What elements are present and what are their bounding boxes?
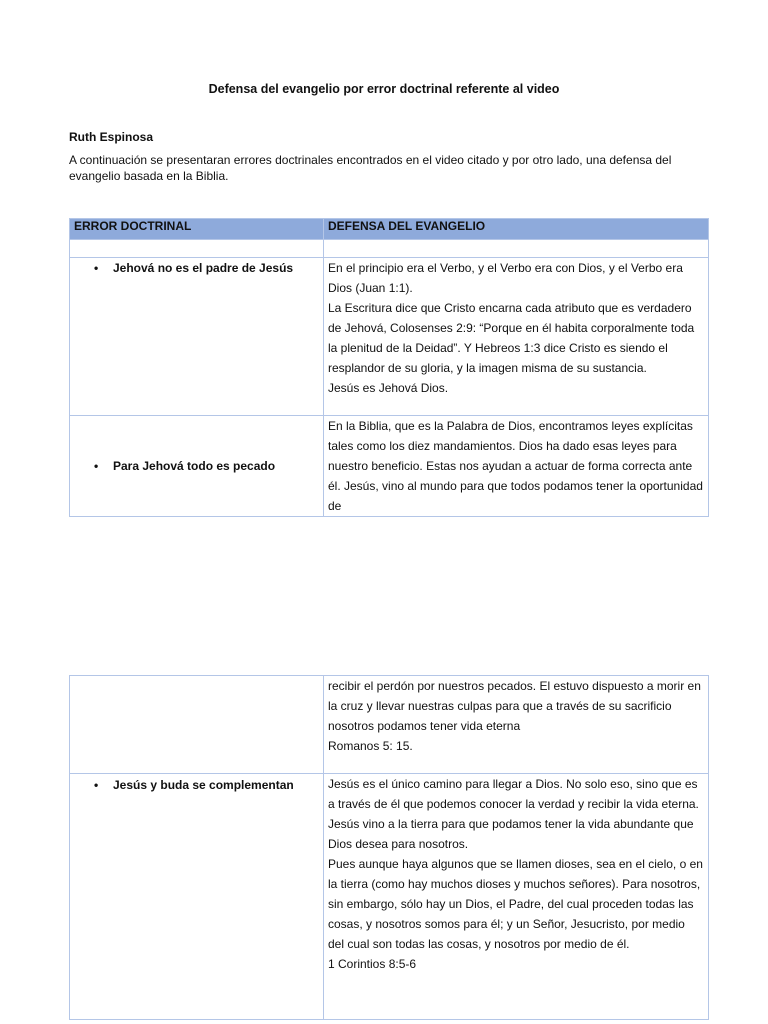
- error-item: [74, 778, 319, 792]
- defense-paragraph: En el principio era el Verbo, y el Verbo era con Dios, y el Verbo era Dios (Juan 1:1).: [328, 261, 683, 295]
- table-row: [70, 676, 709, 774]
- defense-paragraph: En la Biblia, que es la Palabra de Dios, encontramos leyes explícitas tales como los diez mandamientos. Dios ha dado esas leyes para nuestro beneficio. Estas nos ayudan a actuar de forma correcta ante él. Jesús, vino al mundo para que todos podamos tener la oportunidad de: [328, 419, 703, 513]
- header-defense: DEFENSA DEL EVANGELIO: [324, 219, 709, 240]
- defense-paragraph: Jesús es Jehová Dios.: [328, 381, 449, 395]
- bullet-icon: •: [94, 261, 99, 275]
- defense-cell: [324, 774, 709, 1020]
- defense-paragraph: 1 Corintios 8:5-6: [328, 957, 417, 971]
- error-cell: [70, 774, 324, 1020]
- error-cell: [70, 258, 324, 416]
- doctrine-table-page2: [69, 675, 709, 1020]
- defense-paragraph: La Escritura dice que Cristo encarna cada atributo que es verdadero de Jehová, Colosenses 2:9: “Porque en él habita corporalmente toda la plenitud de la Deidad”. Y Hebreos 1:3 dice Cristo es siendo el resplandor de su gloria, y la imagen misma de su sustancia.: [328, 301, 695, 375]
- error-cell: [70, 416, 324, 517]
- defense-paragraph: recibir el perdón por nuestros pecados. El estuvo dispuesto a morir en la cruz y llevar nuestras culpas para que a través de su sacrificio nosotros podamos tener vida eterna: [328, 679, 701, 733]
- table-row: [70, 774, 709, 1020]
- error-text: Jehová no es el padre de Jesús: [113, 261, 294, 275]
- error-item: [74, 459, 319, 473]
- document-title: Defensa del evangelio por error doctrinal referente al video: [208, 82, 560, 96]
- bullet-icon: •: [94, 778, 99, 792]
- defense-cell: [324, 416, 709, 517]
- defense-cell: [324, 258, 709, 416]
- error-text: Jesús y buda se complementan: [113, 778, 294, 792]
- table-header-row: [70, 219, 709, 240]
- defense-cell: [324, 676, 709, 774]
- header-error: ERROR DOCTRINAL: [70, 219, 324, 240]
- table-row: [70, 416, 709, 517]
- table-spacer-row: [70, 240, 709, 258]
- defense-paragraph: Romanos 5: 15.: [328, 739, 413, 753]
- doctrine-table-page1: [69, 218, 709, 517]
- author-name: Ruth Espinosa: [69, 130, 154, 144]
- table-row: [70, 258, 709, 416]
- bullet-icon: •: [94, 459, 99, 473]
- intro-paragraph: A continuación se presentaran errores doctrinales encontrados en el video citado y por otro lado, una defensa del evangelio basada en la Biblia.: [69, 153, 672, 183]
- defense-paragraph: Pues aunque haya algunos que se llamen dioses, sea en el cielo, o en la tierra (como hay muchos dioses y muchos señores). Para nosotros, sin embargo, sólo hay un Dios, el Padre, del cual proceden todas las cosas, y nosotros somos para él; y un Señor, Jesucristo, por medio del cual son todas las cosas, y nosotros por medio de él.: [328, 857, 703, 951]
- defense-paragraph: Jesús es el único camino para llegar a Dios. No solo eso, sino que es a través de él que podemos conocer la verdad y recibir la vida eterna. Jesús vino a la tierra para que podamos tener la vida abundante que Dios desea para nosotros.: [328, 777, 699, 851]
- error-cell: [70, 676, 324, 774]
- error-text: Para Jehová todo es pecado: [113, 459, 276, 473]
- error-item: [74, 261, 319, 275]
